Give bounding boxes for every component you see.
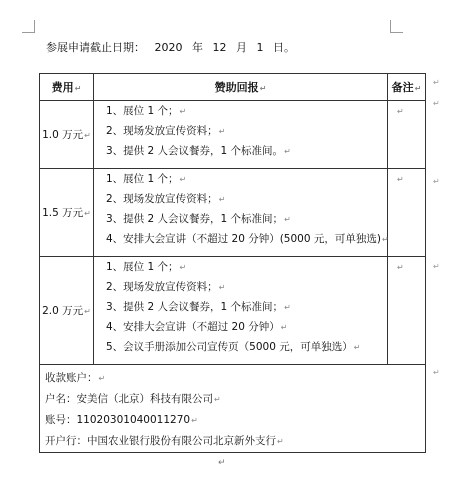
benefit-item: 1、展位 1 个；↵: [106, 261, 187, 273]
tier-row-3: [40, 257, 426, 365]
benefits-cell: [94, 169, 388, 257]
deadline-month-unit: 月: [236, 41, 247, 54]
benefit-item: 3、提供 2 人会议餐券，1 个标准间；↵: [106, 213, 291, 225]
benefit-item: 2、现场发放宣传资料；↵: [106, 281, 226, 293]
sponsorship-table: [39, 73, 426, 453]
payment-row: [40, 365, 426, 453]
benefit-item: 5、会议手册添加公司宣传页（5000 元，可单独选）↵: [106, 341, 361, 353]
benefit-item: 1、展位 1 个；↵: [106, 173, 187, 185]
benefit-item: 4、安排大会宣讲（不超过 20 分钟）(5000 元，可单独选)↵: [106, 233, 389, 245]
deadline-label: 参展申请截止日期：: [46, 41, 145, 54]
benefit-item: 1、展位 1 个；↵: [106, 105, 187, 117]
benefits-cell: [94, 257, 388, 365]
note-cell: ↵: [388, 169, 426, 257]
benefit-item: 3、提供 2 人会议餐券，1 个标准间。↵: [106, 145, 291, 157]
row-end-mark: ↵: [433, 368, 440, 377]
benefits-cell: [94, 101, 388, 169]
deadline-month: 12: [212, 41, 227, 54]
tier-row-2: [40, 169, 426, 257]
paragraph-end-mark: ↵: [218, 458, 226, 468]
tier-row-1: [40, 101, 426, 169]
header-fee: 费用↵: [40, 74, 94, 101]
payment-title: 收款账户：↵: [45, 372, 106, 384]
fee-cell: 1.0 万元↵: [40, 101, 94, 169]
fee-cell: 2.0 万元↵: [40, 257, 94, 365]
benefit-item: 2、现场发放宣传资料；↵: [106, 125, 226, 137]
deadline-day-unit: 日。: [273, 41, 295, 54]
deadline-year-unit: 年: [192, 41, 203, 54]
crop-mark-top-right: [390, 20, 403, 33]
benefit-item: 4、安排大会宣讲（不超过 20 分钟）↵: [106, 321, 288, 333]
note-cell: ↵: [388, 101, 426, 169]
header-benefits: 赞助回报↵: [94, 74, 388, 101]
account-name: 户名：安美信（北京）科技有限公司↵: [45, 393, 221, 405]
row-end-mark: ↵: [433, 78, 440, 87]
note-cell: ↵: [388, 257, 426, 365]
header-note: 备注↵: [388, 74, 426, 101]
deadline-day: 1: [256, 41, 264, 54]
account-number: 账号：11020301040011270↵: [45, 414, 198, 426]
deadline-year: 2020: [154, 41, 183, 54]
bank-name: 开户行：中国农业银行股份有限公司北京新外支行↵: [45, 435, 284, 447]
payment-cell: [40, 365, 426, 453]
deadline-line: [46, 39, 295, 57]
row-end-mark: ↵: [433, 177, 440, 186]
benefit-item: 2、现场发放宣传资料；↵: [106, 193, 226, 205]
table-header-row: [40, 74, 426, 101]
row-end-mark: ↵: [433, 99, 440, 108]
benefit-item: 3、提供 2 人会议餐券，1 个标准间；↵: [106, 301, 291, 313]
fee-cell: 1.5 万元↵: [40, 169, 94, 257]
row-end-mark: ↵: [433, 262, 440, 271]
crop-mark-top-left: [22, 20, 35, 33]
